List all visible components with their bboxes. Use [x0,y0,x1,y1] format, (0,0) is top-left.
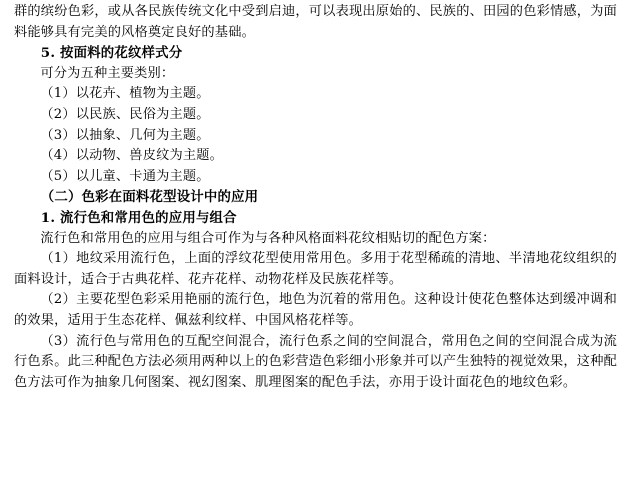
paragraph-continued: 群的缤纷色彩，或从各民族传统文化中受到启迪，可以表现出原始的、民族的、田园的色彩情感，为面料能够具有完美的风格奠定良好的基础。 [14,4,617,40]
paragraph-scheme-1: （1）地纹采用流行色，上面的浮纹花型使用常用色。多用于花型稀疏的清地、半清地花纹组织的面料设计，适合于古典花样、花卉花样、动物花样及民族花样等。 [14,251,617,287]
paragraph-scheme-2: （2）主要花型色彩采用艳丽的流行色，地色为沉着的常用色。这种设计使花色整体达到缓冲调和的效果，适用于生态花样、佩兹利纹样、中国风格花样等。 [14,292,617,328]
list-item-3: （3）以抽象、几何为主题。 [40,127,210,143]
heading-subsection-1: 1. 流行色和常用色的应用与组合 [40,209,237,226]
list-item-1: （1）以花卉、植物为主题。 [40,86,210,102]
paragraph-categories-intro: 可分为五种主要类别： [40,65,175,81]
list-item-5: （5）以儿童、卡通为主题。 [40,168,210,184]
paragraph-scheme-3: （3）流行色与常用色的互配空间混合，流行色系之间的空间混合，常用色之间的空间混合成为流行色系。此三种配色方法必须用两种以上的色彩营造色彩细小形象并可以产生独特的视觉效果，这种配色方法可作为抽象几何图案、视幻图案、肌理图案的配色手法，亦用于设计面花色的地纹色彩。 [14,333,617,390]
heading-section-5: 5. 按面料的花纹样式分 [40,45,183,62]
paragraph-scheme-intro: 流行色和常用色的应用与组合可作为与各种风格面料花纹相贴切的配色方案： [40,230,496,246]
list-item-2: （2）以民族、民俗为主题。 [40,106,210,122]
list-item-4: （4）以动物、兽皮纹为主题。 [40,148,224,164]
heading-section-two: （二）色彩在面料花型设计中的应用 [40,189,259,206]
